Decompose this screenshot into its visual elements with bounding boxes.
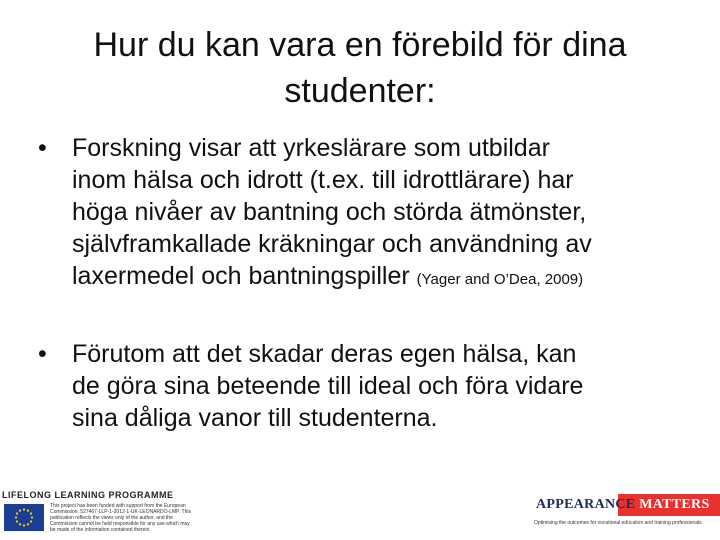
logo-part-2: MATTERS: [635, 497, 710, 512]
bullet-line: de göra sina beteende till ideal och föra vidare: [72, 372, 584, 400]
bullet-item: [38, 338, 698, 434]
title-line-1: Hur du kan vara en förebild för dina: [93, 26, 627, 64]
logo-part-1: APPEARANCE: [536, 497, 636, 512]
title-line-2: studenter:: [284, 72, 436, 110]
bullet-item: [38, 132, 698, 296]
citation: (Yager and O’Dea, 2009): [416, 271, 584, 288]
logo-tagline: Optimising the outcomes for vocational education and training professionals: [534, 520, 702, 526]
slide-title: [40, 22, 680, 114]
bullet-line-with-citation: [72, 260, 698, 296]
bullet-symbol: •: [38, 340, 47, 368]
bullet-line: höga nivåer av bantning och störda ätmönster,: [72, 198, 587, 226]
eu-flag-icon: [4, 504, 44, 531]
bullet-line: sina dåliga vanor till studenterna.: [72, 404, 438, 432]
funding-disclaimer: This project has been funded with support from the European Commission. 527467-LLP-1-2012-1-UK-LEONARDO-LMP. This publication reflects the views only of the author, and the Commission cannot be held responsible for any use which may be made of the information contained therein.: [50, 503, 191, 533]
programme-name: LIFELONG LEARNING PROGRAMME: [2, 490, 174, 500]
bullet-line: Forskning visar att yrkeslärare som utbildar: [72, 134, 550, 162]
bullet-text: laxermedel och bantningspiller: [72, 262, 410, 290]
bullet-symbol: •: [38, 134, 47, 162]
bullet-line: Förutom att det skadar deras egen hälsa, kan: [72, 340, 577, 368]
bullet-list: [38, 132, 698, 434]
bullet-line: självframkallade kräkningar och användning av: [72, 230, 592, 258]
lifelong-learning-footer: [0, 490, 200, 540]
bullet-line: inom hälsa och idrott (t.ex. till idrottlärare) har: [72, 166, 574, 194]
appearance-matters-footer: [528, 494, 720, 540]
appearance-matters-logo: [536, 497, 710, 513]
